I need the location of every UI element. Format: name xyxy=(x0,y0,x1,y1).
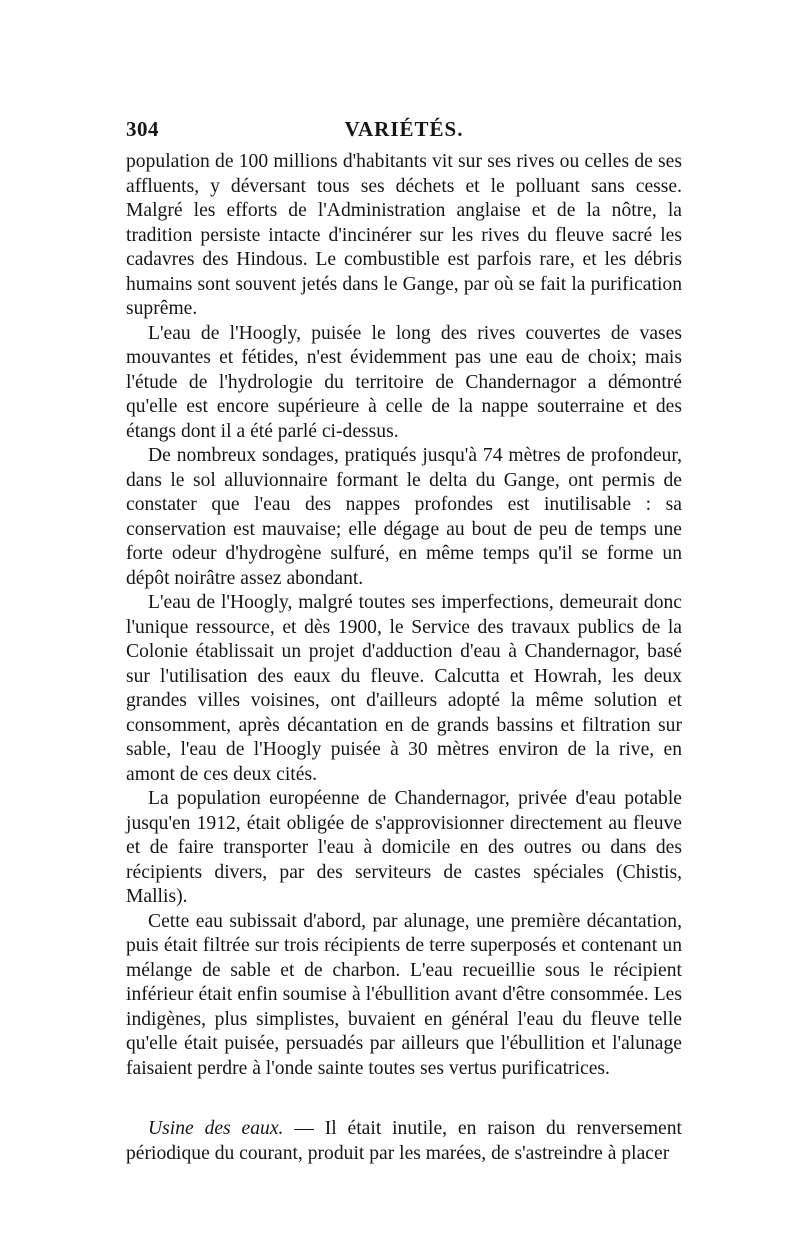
paragraph-continued: population de 100 millions d'habitants vit sur ses rives ou celles de ses affluents, y déversant tous ses déchets et le polluant sans cesse. Malgré les efforts de l'Administration anglaise et de la nôtre, la tradition persiste intacte d'incinérer sur les rives du fleuve sacré les cadavres des Hindous. Le combustible est parfois rare, et les débris humains sont souvent jetés dans le Gange, par où se fait la purification suprême. xyxy=(126,151,682,319)
body-text xyxy=(126,150,682,1166)
paragraph-water-project: L'eau de l'Hoogly, malgré toutes ses imperfections, demeurait donc l'unique ressource, et dès 1900, le Service des travaux publics de la Colonie établissait un projet d'adduction d'eau à Chandernagor, basé sur l'utilisation des eaux du fleuve. Calcutta et Howrah, les deux grandes villes voisines, ont d'ailleurs adopté la même solution et consomment, après décantation en de grands bassins et filtration sur sable, l'eau de l'Hoogly puisée à 30 mètres environ de la rive, en amont de ces deux cités. xyxy=(126,592,682,785)
paragraph-european-population: La population européenne de Chandernagor, privée d'eau potable jusqu'en 1912, était obligée de s'approvisionner directement au fleuve et de faire transporter l'eau à domicile en des outres ou dans des récipients divers, par des serviteurs de castes spéciales (Chistis, Mallis). xyxy=(126,788,682,907)
running-title: VARIÉTÉS. xyxy=(344,117,464,141)
page-number: 304 xyxy=(126,117,159,141)
page-header xyxy=(126,117,682,143)
paragraph-section-usine xyxy=(126,1117,682,1166)
paragraph-decantation: Cette eau subissait d'abord, par alunage, une première décantation, puis était filtrée sur trois récipients de terre superposés et contenant un mélange de sable et de charbon. L'eau recueillie sous le récipient inférieur était enfin soumise à l'ébullition avant d'être consommée. Les indigènes, plus simplistes, buvaient en général l'eau du fleuve telle qu'elle était puisée, persuadés par ailleurs que l'ébullition et l'alunage faisaient perdre à l'onde sainte toutes ses vertus purificatrices. xyxy=(126,910,682,1079)
paragraph-soundings: De nombreux sondages, pratiqués jusqu'à 74 mètres de profondeur, dans le sol alluvionnaire formant le delta du Gange, ont permis de constater que l'eau des nappes profondes est inutilisable : sa conservation est mauvaise; elle dégage au bout de peu de temps une forte odeur d'hydrogène sulfuré, en même temps qu'il se forme un dépôt noirâtre assez abondant. xyxy=(126,445,682,589)
paragraph-hoogly-water: L'eau de l'Hoogly, puisée le long des rives couvertes de vases mouvantes et fétides, n'est évidemment pas une eau de choix; mais l'étude de l'hydrologie du territoire de Chandernagor a démontré qu'elle est encore supérieure à celle de la nappe souterraine et des étangs dont il a été parlé ci-dessus. xyxy=(126,322,682,442)
section-text: — Il était inutile, en raison du renversement périodique du courant, produit par les marées, de s'astreindre à placer xyxy=(126,1118,682,1164)
section-title: Usine des eaux. xyxy=(148,1118,284,1139)
